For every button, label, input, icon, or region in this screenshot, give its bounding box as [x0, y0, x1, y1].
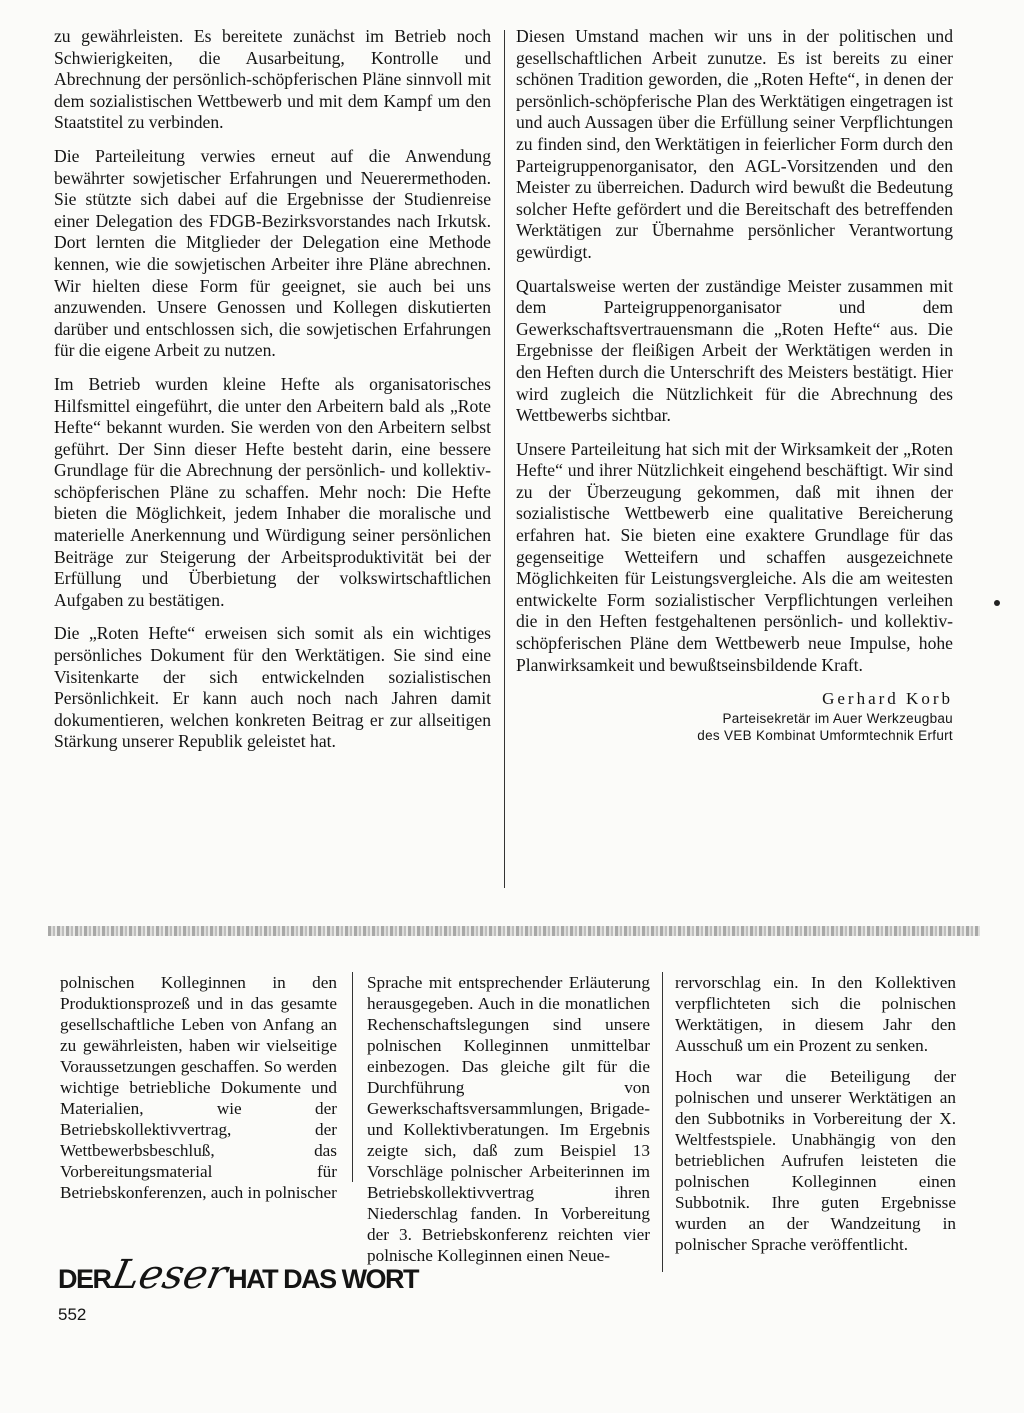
column-rule-bottom-1 — [352, 972, 353, 1182]
paragraph: Die „Roten Hefte“ erweisen sich somit als ein wichtiges persönliches Dokument für den Werktätigen. Sie sind eine Visitenkarte der sich entwickelnden sozialistischen Persönlichkeit. Er kann auch noch nach Jahren damit dokumentieren, welchen konkreten Beitrag er zur allseitigen Stärkung unserer Republik geleistet hat. — [54, 623, 491, 752]
paragraph: zu gewährleisten. Es bereitete zunächst im Betrieb noch Schwierigkeiten, die Ausarbeitung, Kontrolle und Abrechnung der persönlich-schöpferischen Pläne sinnvoll mit dem sozialistischen Wettbewerb und mit dem Kampf um den Staatstitel zu verbinden. — [54, 26, 491, 133]
masthead-part: DER — [58, 1264, 111, 1294]
column-rule-top — [504, 30, 505, 888]
paragraph: Hoch war die Beteiligung der polnischen und unserer Werktätigen an den Subbotniks in Vorbereitung der X. Weltfestspiele. Unabhängig von den betrieblichen Aufrufen leisteten die polnischen Kolleginnen einen Subbotnik. Ihre guten Ergebnisse wurden an der Wandzeitung in polnischer Sprache veröffentlicht. — [675, 1067, 956, 1254]
bottom-column-1 — [60, 972, 337, 1213]
masthead-part: HAT DAS WORT — [228, 1264, 419, 1294]
section-masthead — [58, 1252, 419, 1298]
paragraph: Diesen Umstand machen wir uns in der politischen und gesellschaftlichen Arbeit zunutze. Es ist bereits zu einer schönen Tradition geworden, die „Roten Hefte“, in denen der persönlich-schöpferische Plan des Werktätigen eingetragen ist und auch Aussagen über die Erfüllung seiner Verpflichtungen zu finden sind, den Werktätigen in feierlicher Form durch den Parteigruppenorganisator, den AGL-Vorsitzenden und den Meister zu überreichen. Dadurch wird bewußt die Bedeutung solcher Hefte gefördert und die Bereitschaft des betreffenden Werktätigen zur Übernahme persönlicher Verantwortung gewürdigt. — [516, 26, 953, 262]
top-left-column — [54, 26, 491, 765]
paragraph: polnischen Kolleginnen in den Produktionsprozeß und in das gesamte gesellschaftliche Leben von Anfang an zu gewährleisten, haben wir vielseitige Voraussetzungen geschaffen. So werden wichtige betriebliche Dokumente und Materialien, wie der Betriebskollektivvertrag, der Wettbewerbsbeschluß, das Vorbereitungsmaterial für Betriebskonferenzen, auch in polnischer — [60, 973, 337, 1202]
author-role — [516, 710, 953, 744]
page-number: 552 — [58, 1305, 87, 1324]
paragraph: Die Parteileitung verwies erneut auf die Anwendung bewährter sowjetischer Erfahrungen und Neuerermethoden. Sie stützte sich dabei auf die Ergebnisse der Studienreise einer Delegation des FDGB-Bezirksvorstandes nach Irkutsk. Dort lernten die Mitglieder der Delegation eine Methode kennen, wie die sowjetischen Arbeiter ihre Pläne abrechnen. Wir hielten diese Form für geeignet, sie auch bei uns anzuwenden. Unsere Genossen und Kollegen diskutierten darüber und entschlossen sich, die sowjetischen Erfahrungen für die eigene Arbeit zu nutzen. — [54, 145, 491, 361]
paragraph: rervorschlag ein. In den Kollektiven verpflichteten sich die polnischen Werktätigen, in diesem Jahr den Ausschuß um ein Prozent zu senken. — [675, 973, 956, 1055]
author-name: Gerhard Korb — [822, 689, 953, 709]
section-divider — [48, 926, 980, 936]
column-rule-bottom-2 — [662, 972, 663, 1272]
paragraph: Sprache mit entsprechender Erläuterung herausgegeben. Auch in die monatlichen Rechenschaftslegungen sind unsere polnischen Kolleginnen unmittelbar einbezogen. Das gleiche gilt für die Durchführung von Gewerkschaftsversammlungen, Brigade- und Kollektivberatungen. Im Ergebnis zeigte sich, daß zum Beispiel 13 Vorschläge polnischer Arbeiterinnen im Betriebskollektivvertrag ihren Niederschlag fanden. In Vorbereitung der 3. Betriebskonferenz reichten vier polnische Kolleginnen einen Neue- — [367, 973, 650, 1265]
author-role-line: des VEB Kombinat Umformtechnik Erfurt — [697, 727, 953, 743]
bottom-column-3 — [675, 972, 956, 1265]
top-right-column — [516, 26, 953, 744]
margin-dot — [994, 600, 1000, 606]
masthead-script-word: Leser — [107, 1252, 231, 1298]
paragraph: Quartalsweise werten der zuständige Meister zusammen mit dem Parteigruppenorganisator und dem Gewerkschaftsvertrauensmann die „Roten Hefte“ aus. Die Ergebnisse der fleißigen Arbeit der Werktätigen werden in den Heften durch die Unterschrift des Meisters bestätigt. Hier wird zugleich die Nützlichkeit für die Abrechnung des Wettbewerbs sichtbar. — [516, 275, 953, 426]
paragraph: Im Betrieb wurden kleine Hefte als organisatorisches Hilfsmittel eingeführt, die unter den Arbeitern bald als „Rote Hefte“ bekannt wurden. Sie werden von den Arbeitern selbst geführt. Der Sinn dieser Hefte besteht darin, eine bessere Grundlage für die Abrechnung der persönlich- und kollektiv-schöpferischen Pläne zu schaffen. Mehr noch: Die Hefte bieten die Möglichkeit, jedem Inhaber die moralische und materielle Anerkennung und Würdigung seiner persönlichen Beiträge zur Steigerung der Arbeitsproduktivität bei der Erfüllung und Überbietung der volkswirtschaftlichen Aufgaben zu bestätigen. — [54, 373, 491, 610]
bottom-column-2 — [367, 972, 650, 1276]
paragraph: Unsere Parteileitung hat sich mit der Wirksamkeit der „Roten Hefte“ und ihrer Nützlichkeit eingehend beschäftigt. Wir sind zu der Überzeugung gekommen, daß mit ihnen der sozialistische Wettbewerb eine qualitative Bereicherung erfahren hat. Sie bieten eine exaktere Grundlage für das gegenseitige Wetteifern und schaffen ausgezeichnete Möglichkeiten für Leistungsvergleiche. Als die am weitesten entwickelte Form sozialistischer Verpflichtungen verleihen die in den Heften festgehaltenen persönlich- und kollektiv-schöpferischen Pläne dem Wettbewerb neue Impulse, hohe Planwirksamkeit und bewußtseinsbildende Kraft. — [516, 438, 953, 675]
author-role-line: Parteisekretär im Auer Werkzeugbau — [722, 710, 953, 726]
